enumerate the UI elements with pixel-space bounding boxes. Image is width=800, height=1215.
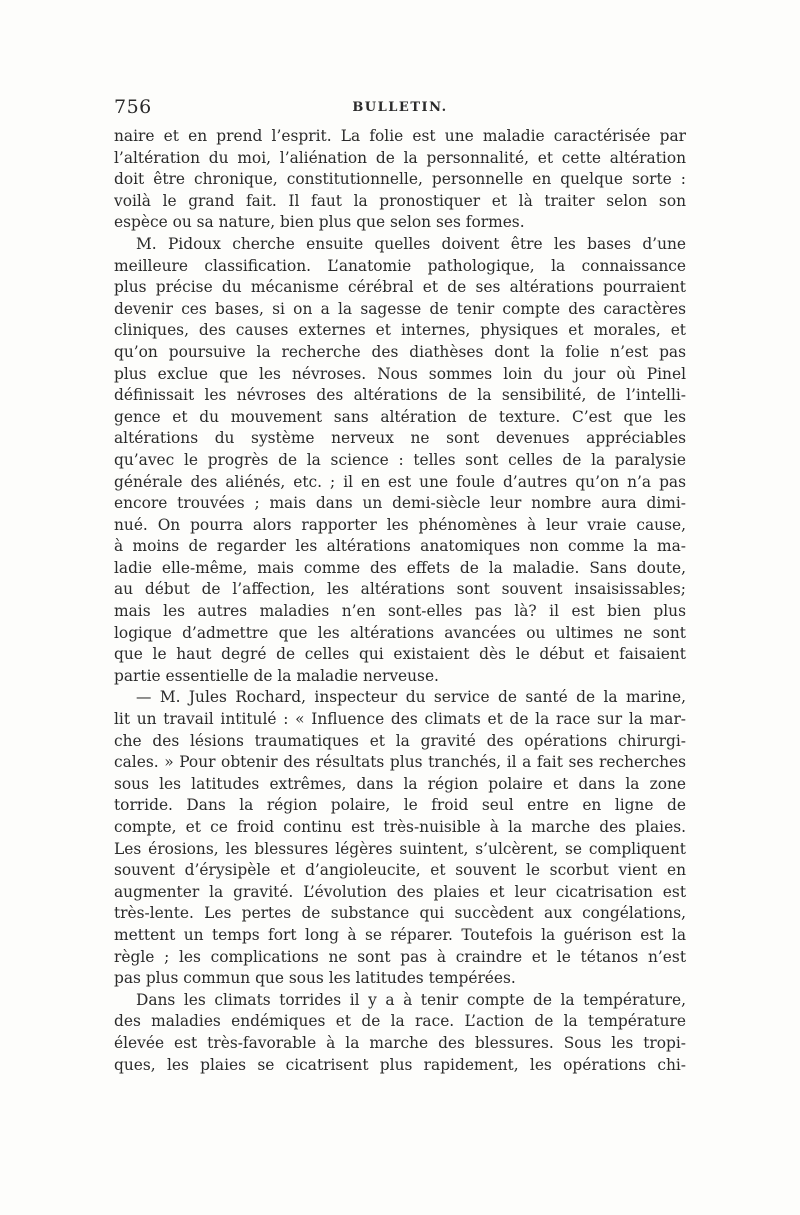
- text-line: lit un travail intitulé : « Influence des climats et de la race sur la mar-: [114, 710, 686, 729]
- text-line: compte, et ce froid continu est très-nuisible à la marche des plaies.: [114, 818, 686, 836]
- text-line: Dans les climats torrides il y a à tenir compte de la température,: [136, 990, 686, 1009]
- text-line: cliniques, des causes externes et internes, physiques et morales, et: [114, 321, 686, 340]
- text-line: ladie elle-même, mais comme des effets de la maladie. Sans doute,: [114, 558, 686, 577]
- text-line: au début de l’affection, les altérations sont souvent insaisissables;: [114, 580, 686, 599]
- text-line: mettent un temps fort long à se réparer. Toutefois la guérison est la: [114, 925, 686, 944]
- text-line: définissait les névroses des altérations de la sensibilité, de l’intelli-: [114, 386, 686, 405]
- text-line: pas plus commun que sous les latitudes tempérées.: [114, 969, 516, 988]
- text-line: que le haut degré de celles qui existaient dès le début et faisaient: [114, 645, 686, 664]
- text-line: qu’on poursuive la recherche des diathèses dont la folie n’est pas: [114, 342, 686, 361]
- text-line: devenir ces bases, si on a la sagesse de tenir compte des caractères: [114, 299, 686, 318]
- text-line: naire et en prend l’esprit. La folie est une maladie caractérisée par: [114, 127, 686, 145]
- text-line: qu’avec le progrès de la science : telles sont celles de la paralysie: [114, 450, 686, 469]
- page-number: 756: [114, 96, 152, 118]
- text-line: souvent d’érysipèle et d’angioleucite, et souvent le scorbut vient en: [114, 861, 686, 880]
- text-line: très-lente. Les pertes de substance qui succèdent aux congélations,: [114, 904, 686, 923]
- text-line: torride. Dans la région polaire, le froid seul entre en ligne de: [114, 796, 686, 815]
- text-line: logique d’admettre que les altérations avancées ou ultimes ne sont: [114, 623, 686, 642]
- text-line: nué. On pourra alors rapporter les phénomènes à leur vraie cause,: [114, 515, 686, 534]
- body-text: [114, 126, 686, 1076]
- text-line: à moins de regarder les altérations anatomiques non comme la ma-: [114, 537, 686, 556]
- text-line: voilà le grand fait. Il faut la pronostiquer et là traiter selon son: [114, 191, 686, 210]
- text-line: ques, les plaies se cicatrisent plus rapidement, les opérations chi-: [114, 1055, 686, 1074]
- text-line: Les érosions, les blessures légères suintent, s’ulcèrent, se compliquent: [114, 839, 686, 858]
- text-line: M. Pidoux cherche ensuite quelles doivent être les bases d’une: [136, 234, 686, 253]
- text-line: partie essentielle de la maladie nerveuse.: [114, 666, 439, 685]
- running-head: BULLETIN.: [352, 100, 448, 115]
- text-line: plus exclue que les névroses. Nous sommes loin du jour où Pinel: [114, 364, 686, 383]
- text-line: espèce ou sa nature, bien plus que selon ses formes.: [114, 213, 525, 232]
- page-header: [114, 96, 686, 120]
- text-line: règle ; les complications ne sont pas à craindre et le tétanos n’est: [114, 947, 686, 966]
- text-line: gence et du mouvement sans altération de texture. C’est que les: [114, 407, 686, 426]
- text-line: meilleure classification. L’anatomie pathologique, la connaissance: [114, 256, 686, 275]
- text-line: l’altération du moi, l’aliénation de la personnalité, et cette altération: [114, 148, 686, 167]
- text-line: augmenter la gravité. L’évolution des plaies et leur cicatrisation est: [114, 882, 686, 901]
- text-line: altérations du système nerveux ne sont devenues appréciables: [114, 429, 686, 448]
- text-line: générale des aliénés, etc. ; il en est une foule d’autres qu’on n’a pas: [114, 472, 686, 491]
- text-line: mais les autres maladies n’en sont-elles pas là? il est bien plus: [114, 602, 686, 621]
- text-line: plus précise du mécanisme cérébral et de ses altérations pourraient: [114, 278, 686, 297]
- text-line: che des lésions traumatiques et la gravité des opérations chirurgi-: [114, 731, 686, 750]
- text-line: — M. Jules Rochard, inspecteur du service de santé de la marine,: [136, 688, 686, 707]
- text-line: des maladies endémiques et de la race. L’action de la température: [114, 1012, 686, 1031]
- text-line: sous les latitudes extrêmes, dans la région polaire et dans la zone: [114, 774, 686, 793]
- text-line: élevée est très-favorable à la marche des blessures. Sous les tropi-: [114, 1033, 686, 1052]
- text-line: cales. » Pour obtenir des résultats plus tranchés, il a fait ses recherches: [114, 753, 686, 772]
- text-line: encore trouvées ; mais dans un demi-siècle leur nombre aura dimi-: [114, 494, 686, 513]
- text-line: doit être chronique, constitutionnelle, personnelle en quelque sorte :: [114, 170, 686, 189]
